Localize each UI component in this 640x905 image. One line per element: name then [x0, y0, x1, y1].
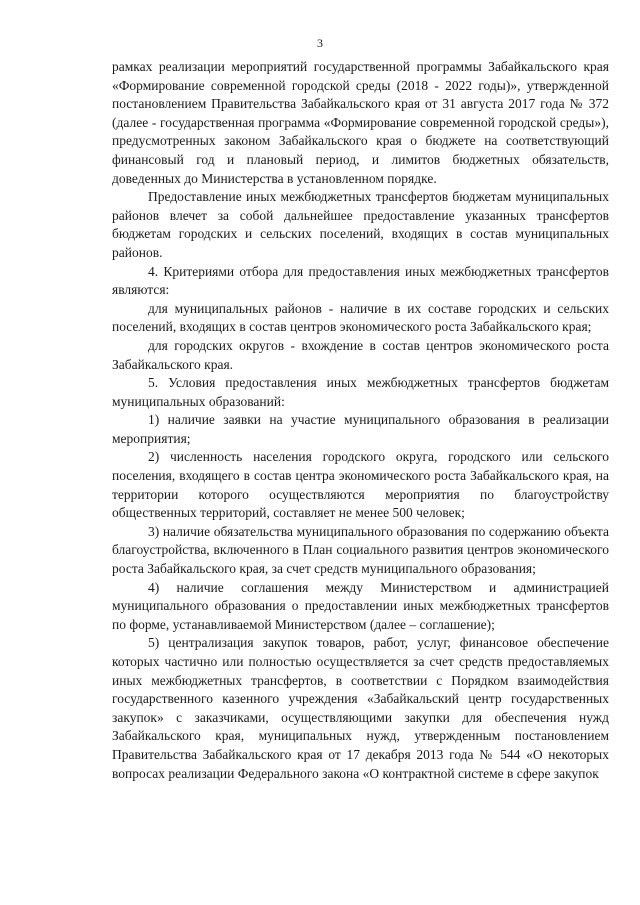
paragraph: рамках реализации мероприятий государственной программы Забайкальского края «Формирование современной городской среды (2018 - 2022 годы)», утвержденной постановлением Правительства Забайкальского края от 31 августа 2017 года № 372 (далее - государственная программа «Формирование современной городской среды»), предусмотренных законом Забайкальского края о бюджете на соответствующий финансовый год и плановый период, и лимитов бюджетных обязательств, доведенных до Министерства в установленном порядке. [112, 59, 609, 186]
page-number: 3 [317, 36, 323, 50]
paragraph: 1) наличие заявки на участие муниципального образования в реализации мероприятия; [112, 412, 609, 446]
paragraph: 2) численность населения городского округа, городского или сельского поселения, входящего в состав центра экономического роста Забайкальского края, на территории которого осуществляются мероприятия по благоустройству общественных территорий, составляет не менее 500 человек; [112, 449, 609, 521]
paragraph: для муниципальных районов - наличие в их составе городских и сельских поселений, входящих в состав центров экономического роста Забайкальского края; [112, 300, 609, 335]
paragraph: 4) наличие соглашения между Министерством и администрацией муниципального образования о предоставлении иных межбюджетных трансфертов по форме, устанавливаемой Министерством (далее – соглашение); [112, 579, 609, 632]
paragraph: Предоставление иных межбюджетных трансфертов бюджетам муниципальных районов влечет за собой дальнейшее предоставление указанных трансфертов бюджетам городских и сельских поселений, входящих в состав муниципальных районов. [112, 189, 609, 260]
paragraph: 5) централизация закупок товаров, работ, услуг, финансовое обеспечение которых частично или полностью осуществляется за счет средств предоставляемых иных межбюджетных трансфертов, в соответствии с Порядком взаимодействия государственного казенного учреждения «Забайкальский центр государственных закупок» с заказчиками, осуществляющими закупки для обеспечения нужд Забайкальского края, муниципальных нужд, утвержденным постановлением Правительства Забайкальского края от 17 декабря 2013 года № 544 «О некоторых вопросах реализации Федерального закона «О контрактной системе в сфере закупок [112, 635, 609, 781]
document-body [112, 58, 609, 783]
paragraph: 5. Условия предоставления иных межбюджетных трансфертов бюджетам муниципальных образований: [112, 375, 609, 409]
paragraph: для городских округов - вхождение в состав центров экономического роста Забайкальского края. [112, 337, 609, 372]
paragraph: 4. Критериями отбора для предоставления иных межбюджетных трансфертов являются: [112, 263, 609, 298]
paragraph: 3) наличие обязательства муниципального образования по содержанию объекта благоустройства, включенного в План социального развития центров экономического роста Забайкальского края, за счет средств муниципального образования; [112, 523, 609, 577]
